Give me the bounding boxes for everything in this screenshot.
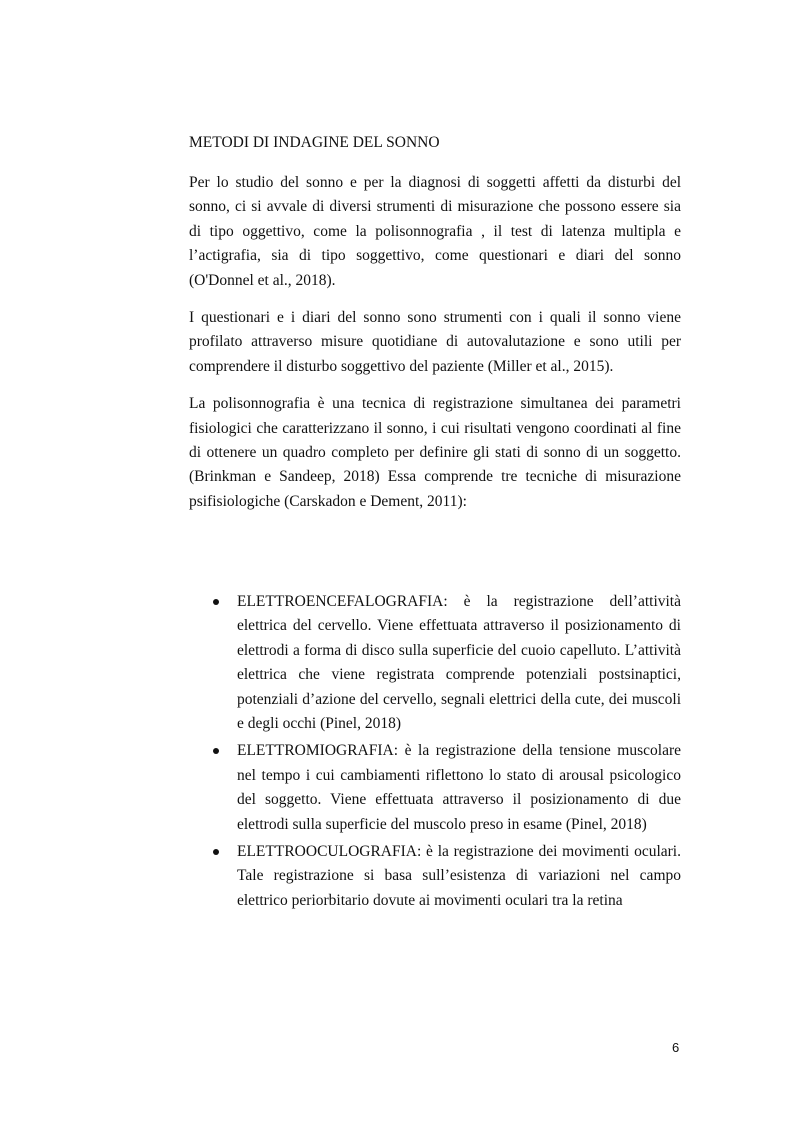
- bullet-icon: [213, 748, 219, 754]
- bullet-icon: [213, 599, 219, 605]
- paragraph-3: La polisonnografia è una tecnica di registrazione simultanea dei parametri fisiologici che caratterizzano il sonno, i cui risultati vengono coordinati al fine di ottenere un quadro completo per definire gli stati di sonno di un soggetto. (Brinkman e Sandeep, 2018) Essa comprende tre tecniche di misurazione psifisiologiche (Carskadon e Dement, 2011):: [189, 395, 681, 510]
- bullet-term: ELETTROMIOGRAFIA:: [237, 742, 399, 760]
- bullet-text: è la registrazione della tensione muscolare nel tempo i cui cambiamenti riflettono lo stato di arousal psicologico del soggetto. Viene effettuata attraverso il posizionamento di due elettrodi sulla superficie del muscolo preso in esame (Pinel, 2018): [237, 742, 681, 833]
- list-item-electrooculography: [213, 840, 681, 913]
- bullet-icon: [213, 849, 219, 855]
- paragraph-1: Per lo studio del sonno e per la diagnosi di soggetti affetti da disturbi del sonno, ci si avvale di diversi strumenti di misurazione che possono essere sia di tipo oggettivo, come la polisonnografia , il test di latenza multipla e l’actigrafia, sia di tipo soggettivo, come questionari e diari del sonno (O'Donnel et al., 2018).: [189, 174, 681, 289]
- main-text-block: [189, 131, 681, 527]
- list-item-electroencephalography: [213, 590, 681, 736]
- bullet-term: ELETTROENCEFALOGRAFIA:: [237, 593, 448, 610]
- bullet-text: è la registrazione dei movimenti oculari. Tale registrazione si basa sull’esistenza di variazioni nel campo elettrico periorbitario dovute ai movimenti oculari tra la retina: [237, 843, 681, 909]
- page-number: 6: [672, 1040, 680, 1055]
- paragraph-2: I questionari e i diari del sonno sono strumenti con i quali il sonno viene profilato attraverso misure quotidiane di autovalutazione e sono utili per comprendere il disturbo soggettivo del paziente (Miller et al., 2015).: [189, 309, 681, 375]
- section-heading: METODI DI INDAGINE DEL SONNO: [189, 134, 440, 151]
- bullet-term: ELETTROOCULOGRAFIA:: [237, 843, 422, 861]
- list-item-electromyography: [213, 739, 681, 837]
- bullet-text: è la registrazione dell’attività elettrica del cervello. Viene effettuata attraverso il posizionamento di elettrodi a forma di disco sulla superficie del cuoio capelluto. L’attività elettrica che viene registrata comprende potenziali postsinaptici, potenziali d’azione del cervello, segnali elettrici della cute, dei muscoli e degli occhi (Pinel, 2018): [237, 593, 681, 733]
- bullet-list: [213, 590, 681, 916]
